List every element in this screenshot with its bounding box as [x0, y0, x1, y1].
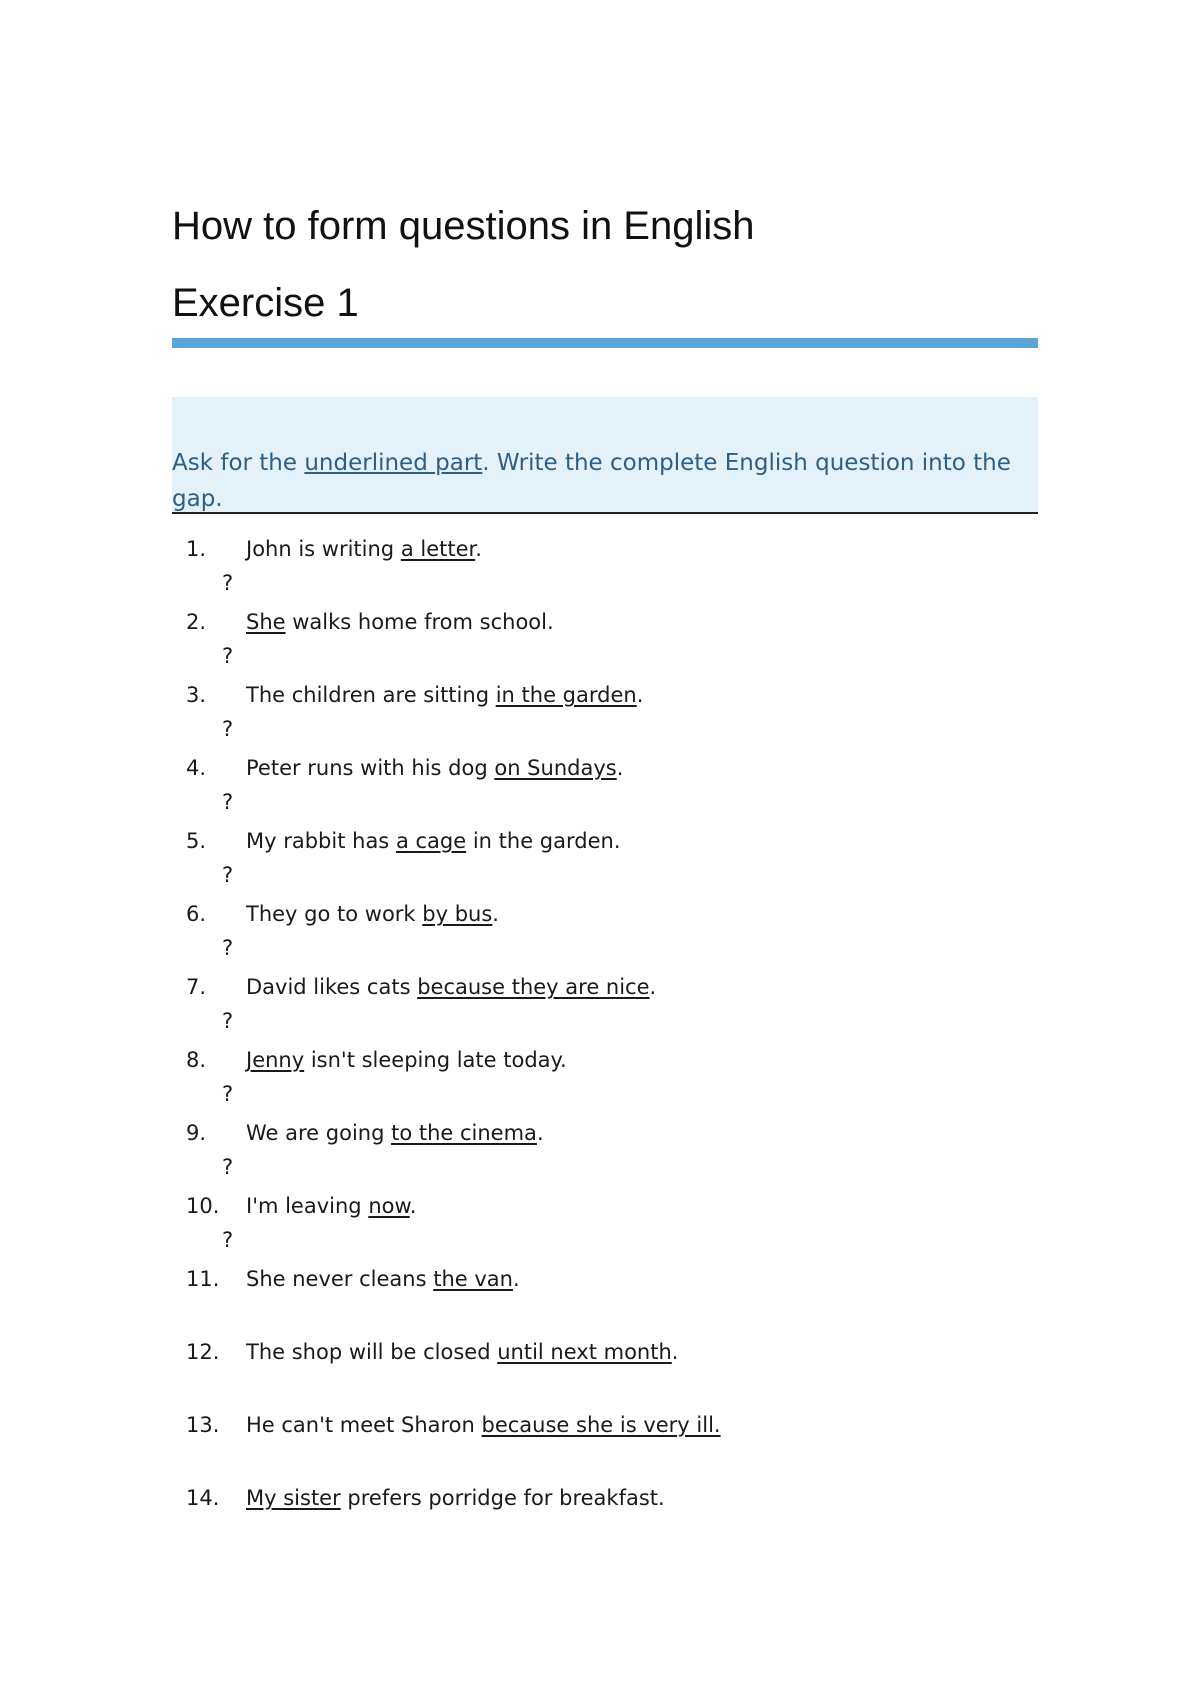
- sentence-before: She never cleans: [246, 1267, 434, 1291]
- instruction-underlined: underlined part: [304, 450, 483, 476]
- item-number: 13.: [186, 1413, 220, 1437]
- sentence-underlined: on Sundays: [494, 756, 617, 780]
- answer-gap[interactable]: ?: [222, 717, 234, 741]
- exercise-item: [172, 970, 1038, 1043]
- sentence-after: .: [649, 975, 657, 999]
- answer-gap[interactable]: ?: [222, 1009, 234, 1033]
- item-number: 5.: [186, 829, 207, 853]
- sentence-before: We are going: [246, 1121, 392, 1145]
- answer-gap[interactable]: ?: [222, 571, 234, 595]
- instruction-after: . Write the complete English question into the gap.: [172, 450, 1011, 512]
- item-number: 3.: [186, 683, 207, 707]
- exercise-item: [172, 1189, 1038, 1262]
- item-sentence: [246, 605, 554, 639]
- exercise-item: [172, 605, 1038, 678]
- sentence-underlined: the van: [433, 1267, 513, 1291]
- item-sentence: [246, 1481, 665, 1515]
- answer-gap[interactable]: ?: [222, 790, 234, 814]
- item-number: 14.: [186, 1486, 220, 1510]
- sentence-after: .: [475, 537, 482, 561]
- sentence-before: David likes cats: [246, 975, 418, 999]
- item-sentence: [246, 1408, 721, 1442]
- item-sentence: [246, 824, 621, 858]
- sentence-underlined: a cage: [395, 829, 467, 853]
- title-underline-rule: [172, 338, 1038, 348]
- exercise-item: [172, 678, 1038, 751]
- sentence-before: John is writing: [246, 537, 401, 561]
- sentence-after: .: [512, 1267, 520, 1291]
- answer-gap[interactable]: ?: [222, 1228, 234, 1252]
- sentence-before: The children are sitting: [246, 683, 496, 707]
- sentence-after: .: [409, 1194, 417, 1218]
- answer-gap[interactable]: ?: [222, 936, 234, 960]
- sentence-underlined: a letter: [400, 537, 476, 561]
- sentence-underlined: because she is very ill.: [481, 1413, 721, 1437]
- answer-gap[interactable]: ?: [222, 1082, 234, 1106]
- item-number: 7.: [186, 975, 207, 999]
- sentence-underlined: until next month: [497, 1340, 672, 1364]
- item-number: 9.: [186, 1121, 207, 1145]
- sentence-underlined: Jenny: [246, 1048, 305, 1072]
- exercise-item: [172, 1043, 1038, 1116]
- sentence-underlined: by bus: [422, 902, 493, 926]
- item-number: 8.: [186, 1048, 207, 1072]
- sentence-after: prefers porridge for breakfast.: [340, 1486, 665, 1510]
- page-title: How to form questions in English: [172, 204, 755, 248]
- sentence-before: Peter runs with his dog: [246, 756, 495, 780]
- sentence-before: The shop will be closed: [246, 1340, 498, 1364]
- item-number: 4.: [186, 756, 207, 780]
- sentence-after: .: [616, 756, 624, 780]
- item-number: 11.: [186, 1267, 220, 1291]
- item-sentence: [246, 751, 623, 785]
- sentence-underlined: My sister: [246, 1486, 341, 1510]
- sentence-after: .: [636, 683, 644, 707]
- item-sentence: [246, 1335, 678, 1369]
- sentence-before: My rabbit has: [246, 829, 396, 853]
- answer-gap[interactable]: ?: [222, 644, 234, 668]
- item-sentence: [246, 897, 499, 931]
- exercise-item: [172, 751, 1038, 824]
- answer-gap[interactable]: ?: [222, 863, 234, 887]
- sentence-underlined: now: [368, 1194, 410, 1218]
- item-sentence: [246, 1116, 544, 1150]
- sentence-before: They go to work: [246, 902, 423, 926]
- exercise-item: [172, 1116, 1038, 1189]
- exercise-item: [172, 1408, 1038, 1481]
- exercise-list: [172, 532, 1038, 1554]
- item-sentence: [246, 678, 643, 712]
- item-number: 6.: [186, 902, 207, 926]
- exercise-item: [172, 897, 1038, 970]
- sentence-before: He can't meet Sharon: [246, 1413, 482, 1437]
- answer-gap[interactable]: ?: [222, 1155, 234, 1179]
- exercise-item: [172, 824, 1038, 897]
- sentence-after: .: [671, 1340, 679, 1364]
- sentence-after: in the garden.: [466, 829, 621, 853]
- item-number: 1.: [186, 537, 207, 561]
- sentence-after: .: [492, 902, 499, 926]
- exercise-item: [172, 1335, 1038, 1408]
- sentence-after: isn't sleeping late today.: [304, 1048, 567, 1072]
- item-number: 12.: [186, 1340, 220, 1364]
- exercise-item: [172, 532, 1038, 605]
- sentence-underlined: because they are nice: [417, 975, 650, 999]
- item-sentence: [246, 970, 656, 1004]
- sentence-underlined: in the garden: [495, 683, 637, 707]
- item-sentence: [246, 1043, 567, 1077]
- exercise-item: [172, 1481, 1038, 1554]
- item-number: 2.: [186, 610, 207, 634]
- instruction-text: [172, 445, 1038, 517]
- exercise-item: [172, 1262, 1038, 1335]
- sentence-before: I'm leaving: [246, 1194, 369, 1218]
- item-number: 10.: [186, 1194, 220, 1218]
- instruction-before: Ask for the: [172, 450, 305, 476]
- sentence-after: walks home from school.: [285, 610, 554, 634]
- item-sentence: [246, 1262, 520, 1296]
- item-sentence: [246, 532, 482, 566]
- item-sentence: [246, 1189, 416, 1223]
- sentence-underlined: to the cinema: [391, 1121, 537, 1145]
- sentence-underlined: She: [246, 610, 286, 634]
- sentence-after: .: [536, 1121, 544, 1145]
- exercise-heading: Exercise 1: [172, 281, 359, 325]
- document-page: [172, 0, 1038, 1698]
